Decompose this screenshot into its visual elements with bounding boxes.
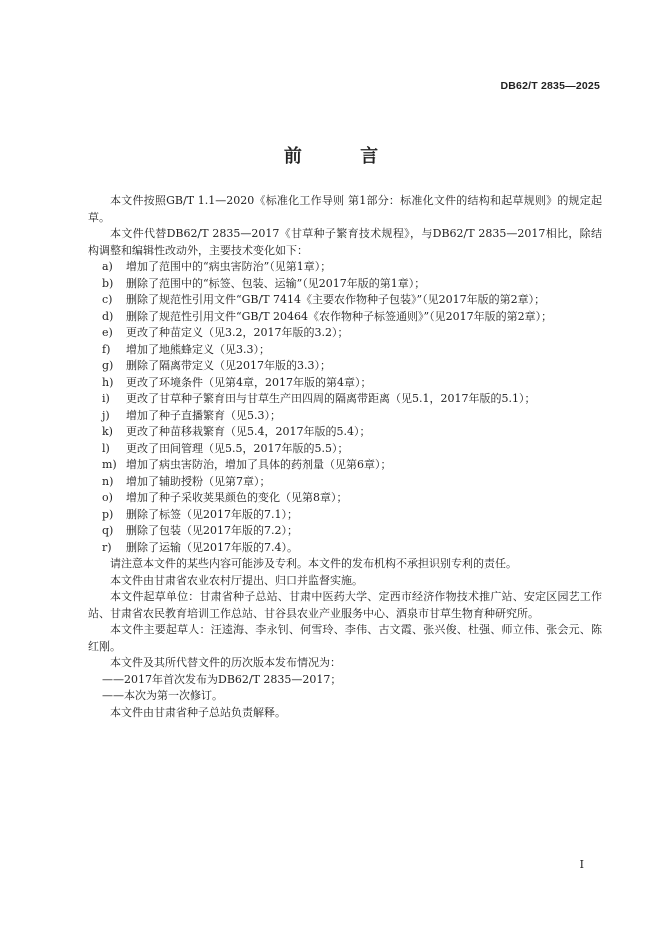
document-code: DB62/T 2835—2025 (500, 80, 600, 92)
paragraph: 本文件主要起草人：汪逵海、李永钊、何雪玲、李伟、古文霞、张兴俊、杜强、师立伟、张会元、陈红刚。 (88, 623, 602, 653)
foreword-body (88, 193, 602, 721)
list-item-label: g) (102, 359, 114, 372)
list-item (88, 441, 602, 458)
list-item (88, 292, 602, 309)
list-item-text: 删除了规范性引用文件“GB/T 7414《主要农作物种子包装》”（见2017年版的第2章）； (126, 293, 546, 306)
paragraph: 本文件由甘肃省种子总站负责解释。 (110, 705, 286, 719)
list-item-text: 更改了环境条件（见第4章，2017年版的第4章）； (126, 375, 372, 389)
list-item-text: 增加了种子采收荚果颜色的变化（见第8章）； (126, 491, 348, 504)
list-item-label: q) (102, 524, 114, 537)
list-item (88, 408, 602, 425)
list-item (88, 457, 602, 474)
list-item (88, 325, 602, 342)
list-item-label: h) (102, 375, 114, 389)
list-item-label: r) (102, 540, 112, 554)
page-number: I (579, 858, 584, 871)
paragraph: 本文件代替DB62/T 2835—2017《甘草种子繁育技术规程》，与DB62/T 2835—2017相比，除结构调整和编辑性改动外，主要技术变化如下： (88, 227, 602, 257)
list-item (88, 259, 602, 276)
list-item-label: p) (102, 507, 114, 521)
list-item (88, 507, 602, 524)
list-item (88, 276, 602, 293)
list-item-label: m) (102, 458, 117, 471)
list-item-label: i) (102, 392, 110, 405)
list-item-text: 删除了范围中的“标签、包装、运输”（见2017年版的第1章）； (126, 276, 426, 290)
page-title: 前 言 (283, 146, 405, 167)
list-item (88, 424, 602, 441)
list-item-text: 删除了运输（见2017年版的7.4）。 (126, 540, 298, 554)
list-item-label: l) (102, 441, 110, 455)
list-item-label: c) (102, 293, 113, 306)
list-item (88, 523, 602, 540)
list-item-text: 删除了规范性引用文件“GB/T 20464《农作物种子标签通则》”（见2017年版的第2章）； (126, 309, 553, 323)
changes-list (88, 259, 602, 556)
list-item-text: 更改了甘草种子繁育田与甘草生产田四周的隔离带距离（见5.1，2017年版的5.1）； (126, 392, 536, 405)
list-item-text: 删除了隔离带定义（见2017年版的3.3）； (126, 359, 331, 372)
list-item-text: 增加了种子直播繁育（见5.3）； (126, 408, 281, 422)
list-item (88, 490, 602, 507)
list-item (88, 358, 602, 375)
list-item-text: 删除了标签（见2017年版的7.1）； (126, 507, 298, 521)
list-item (88, 342, 602, 359)
list-item-text: 增加了辅助授粉（见第7章）； (126, 474, 271, 488)
list-item-label: j) (102, 408, 110, 422)
paragraph: 本文件由甘肃省农业农村厅提出、归口并监督实施。 (110, 573, 363, 587)
list-item-label: o) (102, 491, 113, 504)
list-item-text: 更改了种苗移栽繁育（见5.4，2017年版的5.4）； (126, 425, 371, 438)
list-item-label: e) (102, 326, 113, 339)
list-item (88, 309, 602, 326)
paragraph: 本文件及其所代替文件的历次版本发布情况为： (110, 656, 341, 669)
paragraph: 本文件起草单位：甘肃省种子总站、甘肃中医药大学、定西市经济作物技术推广站、安定区园艺工作站、甘肃省农民教育培训工作总站、甘谷县农业产业服务中心、酒泉市甘草生物育种研究所。 (88, 590, 602, 620)
list-item (88, 474, 602, 491)
list-item-label: d) (102, 309, 114, 323)
list-item (88, 540, 602, 557)
list-item-text: 删除了包装（见2017年版的7.2）； (126, 524, 298, 537)
history-item: ——2017年首次发布为DB62/T 2835—2017； (102, 672, 342, 686)
list-item-text: 增加了地熊蜂定义（见3.3）； (126, 342, 270, 356)
list-item-text: 更改了种苗定义（见3.2，2017年版的3.2）； (126, 326, 349, 339)
list-item-label: b) (102, 276, 114, 290)
list-item-label: n) (102, 474, 114, 488)
list-item-label: a) (102, 260, 113, 273)
list-item-text: 增加了范围中的“病虫害防治”（见第1章）； (126, 260, 332, 273)
list-item (88, 375, 602, 392)
paragraph: 本文件按照GB/T 1.1—2020《标准化工作导则 第1部分：标准化文件的结构和起草规则》的规定起草。 (88, 194, 602, 224)
list-item-label: f) (102, 342, 111, 356)
paragraph: 请注意本文件的某些内容可能涉及专利。本文件的发布机构不承担识别专利的责任。 (110, 557, 517, 570)
list-item-label: k) (102, 425, 113, 438)
history-item: ——本次为第一次修订。 (102, 689, 223, 702)
list-item (88, 391, 602, 408)
list-item-text: 更改了田间管理（见5.5，2017年版的5.5）； (126, 441, 349, 455)
list-item-text: 增加了病虫害防治，增加了具体的药剂量（见第6章）； (126, 458, 392, 471)
